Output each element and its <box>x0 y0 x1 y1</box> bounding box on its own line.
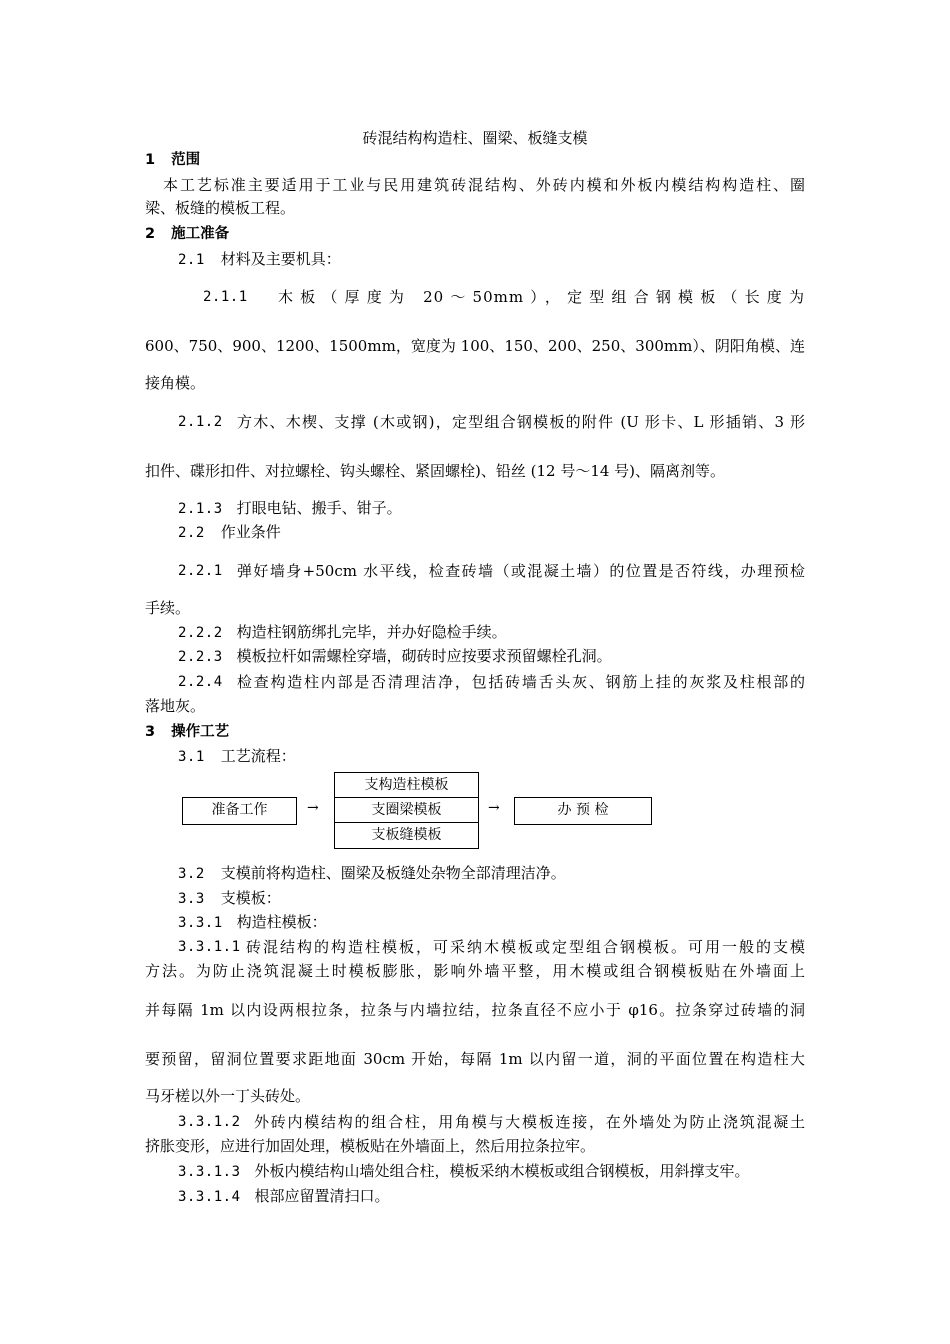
paragraph-line: 手续。 <box>145 599 191 617</box>
item-number: 3.3.1.1 <box>178 939 241 955</box>
item-number: 2.2.4 <box>178 674 223 690</box>
item-number: 2.1 <box>178 252 205 268</box>
item-2-1-3 <box>178 498 402 519</box>
item-number: 3.3 <box>178 891 205 907</box>
item-text: 工艺流程： <box>220 747 296 765</box>
section-title: 范围 <box>171 152 201 168</box>
paragraph-line: 要预留，留洞位置要求距地面 30cm 开始，每隔 1m 以内留一道，洞的平面位置在构造柱大 <box>145 1050 805 1068</box>
item-number: 2.2.1 <box>178 563 223 579</box>
item-number: 2.1.2 <box>178 414 223 430</box>
paragraph-line: 并每隔 1m 以内设两根拉条，拉条与内墙拉结，拉条直径不应小于 φ16。拉条穿过砖墙的洞 <box>145 1001 805 1019</box>
section-number: 3 <box>145 724 156 740</box>
flow-box-start: 准备工作 <box>182 797 297 825</box>
paragraph-line: 本工艺标准主要适用于工业与民用建筑砖混结构、外砖内模和外板内模结构构造柱、圈 <box>163 176 805 194</box>
section-number: 1 <box>145 152 156 168</box>
item-text: 支模板： <box>220 889 281 907</box>
paragraph-line: 检查构造柱内部是否清理洁净，包括砖墙舌头灰、钢筋上挂的灰浆及柱根部的 <box>237 673 805 691</box>
paragraph-line: 梁、板缝的模板工程。 <box>145 199 296 217</box>
item-number: 3.1 <box>178 749 205 765</box>
item-number: 3.3.1.4 <box>178 1189 241 1205</box>
item-number: 2.1.3 <box>178 501 223 517</box>
item-number: 2.2.3 <box>178 649 223 665</box>
item-number: 2.1.1 <box>203 289 248 305</box>
section-number: 2 <box>145 226 156 242</box>
paragraph-line: 砖混结构的构造柱模板，可采纳木模板或定型组合钢模板。可用一般的支模 <box>246 938 805 956</box>
flow-arrow-icon: → <box>488 800 500 816</box>
item-3-3-1-3 <box>178 1161 750 1182</box>
paragraph-line: 接角模。 <box>145 374 206 392</box>
item-number: 3.3.1.3 <box>178 1164 241 1180</box>
section-title: 施工准备 <box>171 226 230 242</box>
item-number: 2.2.2 <box>178 625 223 641</box>
item-text: 打眼电钻、搬手、钳子。 <box>236 499 402 517</box>
item-number: 3.3.1.2 <box>178 1114 241 1130</box>
paragraph-line: 外砖内模结构的组合柱，用角模与大模板连接，在外墙处为防止浇筑混凝土 <box>254 1113 805 1131</box>
item-text: 根部应留置清扫口。 <box>254 1187 390 1205</box>
paragraph-line: 方木、木楔、支撑 (木或钢)，定型组合钢模板的附件 (U 形卡、L 形插销、3 形 <box>237 413 805 431</box>
item-text: 构造柱钢筋绑扎完毕，并办好隐检手续。 <box>236 623 507 641</box>
item-2-2-3 <box>178 646 612 667</box>
item-text: 构造柱模板： <box>236 913 327 931</box>
item-number: 3.2 <box>178 866 205 882</box>
section-title: 操作工艺 <box>171 724 230 740</box>
subsection-3-3 <box>178 888 281 909</box>
paragraph-line: 落地灰。 <box>145 697 206 715</box>
paragraph-line: 挤胀变形，应进行加固处理，模板贴在外墙面上，然后用拉条拉牢。 <box>145 1137 596 1155</box>
item-text: 作业条件 <box>220 523 281 541</box>
item-text: 材料及主要机具： <box>220 250 341 268</box>
subsection-3-2 <box>178 863 566 884</box>
item-3-3-1-4 <box>178 1186 390 1207</box>
item-text: 模板拉杆如需螺栓穿墙，砌砖时应按要求预留螺栓孔洞。 <box>236 647 612 665</box>
flow-box-middle-2: 支圈梁模板 <box>334 797 479 823</box>
paragraph-line: 马牙槎以外一丁头砖处。 <box>145 1087 311 1105</box>
paragraph-line: 方法。为防止浇筑混凝土时模板膨胀，影响外墙平整，用木模或组合钢模板贴在外墙面上 <box>145 962 805 980</box>
paragraph-line: 木板（厚度为 20～50mm），定型组合钢模板（长度为 <box>278 288 805 306</box>
subsection-2-2 <box>178 522 281 543</box>
flow-box-end: 办 预 检 <box>514 797 652 825</box>
item-text: 外板内模结构山墙处组合柱，模板采纳木模板或组合钢模板，用斜撑支牢。 <box>254 1162 750 1180</box>
flow-box-middle-1: 支构造柱模板 <box>334 772 479 798</box>
section-2-heading <box>145 224 229 244</box>
paragraph-line: 弹好墙身+50cm 水平线，检查砖墙（或混凝土墙）的位置是否符线，办理预检 <box>237 562 805 580</box>
section-1-heading <box>145 150 200 170</box>
item-2-2-2 <box>178 622 507 643</box>
flow-box-middle-3: 支板缝模板 <box>334 822 479 849</box>
subsection-3-1 <box>178 746 296 767</box>
item-text: 支模前将构造柱、圈梁及板缝处杂物全部清理洁净。 <box>220 864 566 882</box>
paragraph-line: 扣件、碟形扣件、对拉螺栓、钩头螺栓、紧固螺栓)、铅丝 (12 号～14 号)、隔离剂等。 <box>145 462 726 480</box>
paragraph-line: 600、750、900、1200、1500mm，宽度为 100、150、200、250、300mm）、阴阳角模、连 <box>145 337 805 355</box>
subsection-2-1 <box>178 249 341 270</box>
flow-arrow-icon: → <box>307 800 319 816</box>
section-3-heading <box>145 722 229 742</box>
item-number: 2.2 <box>178 525 205 541</box>
subsection-3-3-1 <box>178 912 327 933</box>
item-number: 3.3.1 <box>178 915 223 931</box>
document-title: 砖混结构构造柱、圈梁、板缝支模 <box>362 129 588 147</box>
